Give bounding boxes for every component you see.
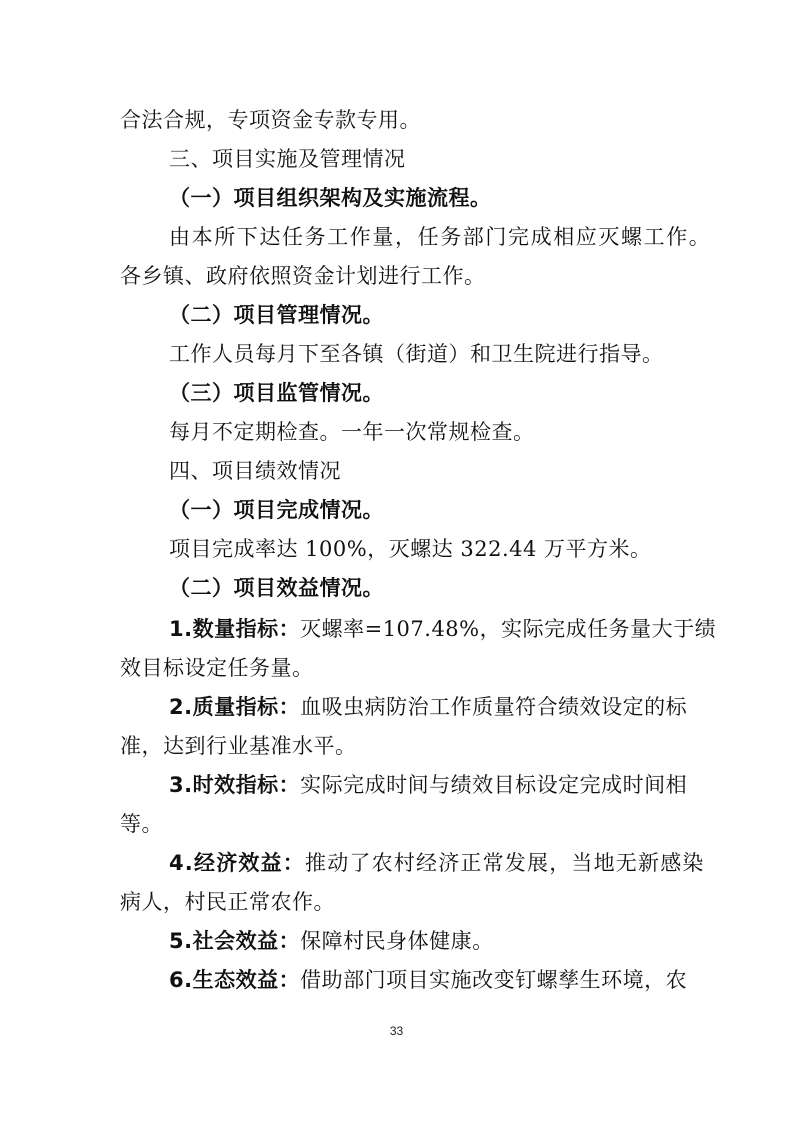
indicator-label: 4.经济效益： (169, 851, 305, 875)
subsection-heading: （二）项目管理情况。 (169, 303, 384, 327)
indicator-text: 实际完成时间与绩效目标设定完成时间相 (300, 773, 688, 797)
subsection-heading: （三）项目监管情况。 (169, 381, 384, 405)
indicator-line (169, 849, 705, 877)
paragraph-line: 准，达到行业基准水平。 (120, 734, 357, 758)
indicator-label: 6.生态效益： (169, 968, 301, 992)
subsection-heading: （一）项目完成情况。 (169, 498, 384, 522)
indicator-line (169, 927, 494, 955)
section-heading: 三、项目实施及管理情况 (169, 147, 406, 171)
subsection-heading: （二）项目效益情况。 (169, 576, 384, 600)
indicator-label: 2.质量指标： (169, 695, 301, 719)
paragraph-line: 项目完成率达 100%，灭螺达 322.44 万平方米。 (169, 537, 652, 561)
page-number: 33 (389, 1024, 404, 1038)
paragraph-line: 效目标设定任务量。 (120, 656, 314, 680)
paragraph-line: 各乡镇、政府依照资金计划进行工作。 (120, 264, 486, 288)
paragraph-line: 病人，村民正常农作。 (120, 890, 335, 914)
indicator-line (169, 966, 687, 994)
section-heading: 四、项目绩效情况 (169, 459, 341, 483)
indicator-text: 灭螺率=107.48%，实际完成任务量大于绩 (300, 617, 717, 641)
paragraph-line: 合法合规，专项资金专款专用。 (120, 108, 421, 132)
subsection-heading: （一）项目组织架构及实施流程。 (169, 186, 492, 210)
indicator-text: 血吸虫病防治工作质量符合绩效设定的标 (300, 695, 688, 719)
indicator-line (169, 615, 716, 643)
indicator-label: 5.社会效益： (169, 929, 301, 953)
paragraph-line: 工作人员每月下至各镇（街道）和卫生院进行指导。 (169, 342, 664, 366)
indicator-text: 借助部门项目实施改变钉螺孳生环境，农 (300, 968, 688, 992)
indicator-line (169, 693, 687, 721)
paragraph-line: 由本所下达任务工作量，任务部门完成相应灭螺工作。 (169, 225, 712, 249)
indicator-line (169, 771, 687, 799)
indicator-text: 保障村民身体健康。 (300, 929, 494, 953)
indicator-label: 1.数量指标： (169, 617, 301, 641)
indicator-text: 推动了农村经济正常发展，当地无新感染 (305, 851, 705, 875)
paragraph-line: 每月不定期检查。一年一次常规检查。 (169, 420, 535, 444)
paragraph-line: 等。 (120, 812, 163, 836)
indicator-label: 3.时效指标： (169, 773, 301, 797)
